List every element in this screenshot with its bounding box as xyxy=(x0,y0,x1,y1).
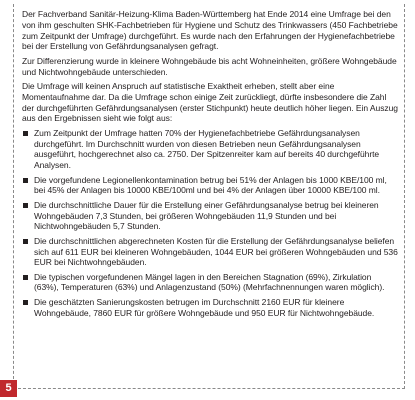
document-body xyxy=(22,9,398,322)
list-item xyxy=(22,236,398,268)
intro-paragraph: Der Fachverband Sanitär-Heizung-Klima Baden-Württemberg hat Ende 2014 eine Umfrage bei den von ihm geschulten SHK-Fachbetrieben für Hygiene und Schutz des Trinkwassers (450 Fachbetriebe zum Zeitpunkt der Umfrage) durchgeführt. Es wurde nach den Erfahrungen der Hygienefachbetriebe bei der Erstellung von Gefährdungsanalysen gefragt. xyxy=(22,9,398,52)
differentiation-paragraph: Zur Differenzierung wurde in kleinere Wohngebäude bis acht Wohneinheiten, größere Wohngebäude und Nichtwohngebäude unterschieden. xyxy=(22,55,397,77)
list-item xyxy=(22,200,398,232)
square-bullet-icon xyxy=(23,203,28,208)
square-bullet-icon xyxy=(23,275,28,280)
results-list xyxy=(22,128,398,319)
list-item xyxy=(22,128,398,171)
list-item xyxy=(22,297,398,319)
list-item-text: Die geschätzten Sanierungskosten betrugen im Durchschnitt 2160 EUR für kleinere Wohngebäude, 7860 EUR für größere Wohngebäude und 950 EUR für Nichtwohngebäude. xyxy=(34,296,375,318)
list-item-text: Die durchschnittlichen abgerechneten Kosten für die Erstellung der Gefährdungsanalyse beliefen sich auf 611 EUR bei kleineren Wohngebäuden, 1044 EUR bei größeren Wohngebäuden und 536 EUR bei Nichtwohngebäuden. xyxy=(34,235,398,268)
list-item xyxy=(22,175,398,197)
disclaimer-paragraph: Die Umfrage will keinen Anspruch auf statistische Exaktheit erheben, stellt aber eine Momentaufnahme dar. Da die Umfrage schon einige Zeit zurückliegt, dürfte insbesondere die Zahl der durchgeführten Gefährdungsanalysen (erster Stichpunkt) heute deutlich höher liegen. Ein Auszug aus den Ergebnissen sieht wie folgt aus: xyxy=(22,80,398,124)
list-item-text: Die vorgefundene Legionellenkontamination betrug bei 51% der Anlagen bis 1000 KBE/100 ml, bei 45% der Anlagen bis 10000 KBE/100ml und bei 4% der Anlagen über 10000 KBE/100 ml. xyxy=(34,174,387,196)
page-number-badge: 5 xyxy=(0,380,17,397)
square-bullet-icon xyxy=(23,300,28,305)
square-bullet-icon xyxy=(23,131,28,136)
list-item xyxy=(22,272,398,294)
list-item-text: Die durchschnittliche Dauer für die Erstellung einer Gefährdungsanalyse betrug bei kleineren Wohngebäuden 7,3 Stunden, bei größeren Wohngebäuden 11,9 Stunden und bei Nichtwohngebäuden 5,7 Stunden. xyxy=(34,199,379,232)
square-bullet-icon xyxy=(23,178,28,183)
square-bullet-icon xyxy=(23,239,28,244)
list-item-text: Zum Zeitpunkt der Umfrage hatten 70% der Hygienefachbetriebe Gefährdungsanalysen durchgeführt. Im Durchschnitt wurden von diesen Betrieben neun Gefährdungsanalysen ausgeführt, hochgerechnet also ca. 2750. Der Spitzenreiter kam auf bereits 40 durchgeführte Analysen. xyxy=(34,127,380,171)
list-item-text: Die typischen vorgefundenen Mängel lagen in den Bereichen Stagnation (69%), Zirkulation (63%), Temperaturen (63%) und Anlagenzustand (50%) (Mehrfachnennungen waren möglich). xyxy=(34,271,385,293)
